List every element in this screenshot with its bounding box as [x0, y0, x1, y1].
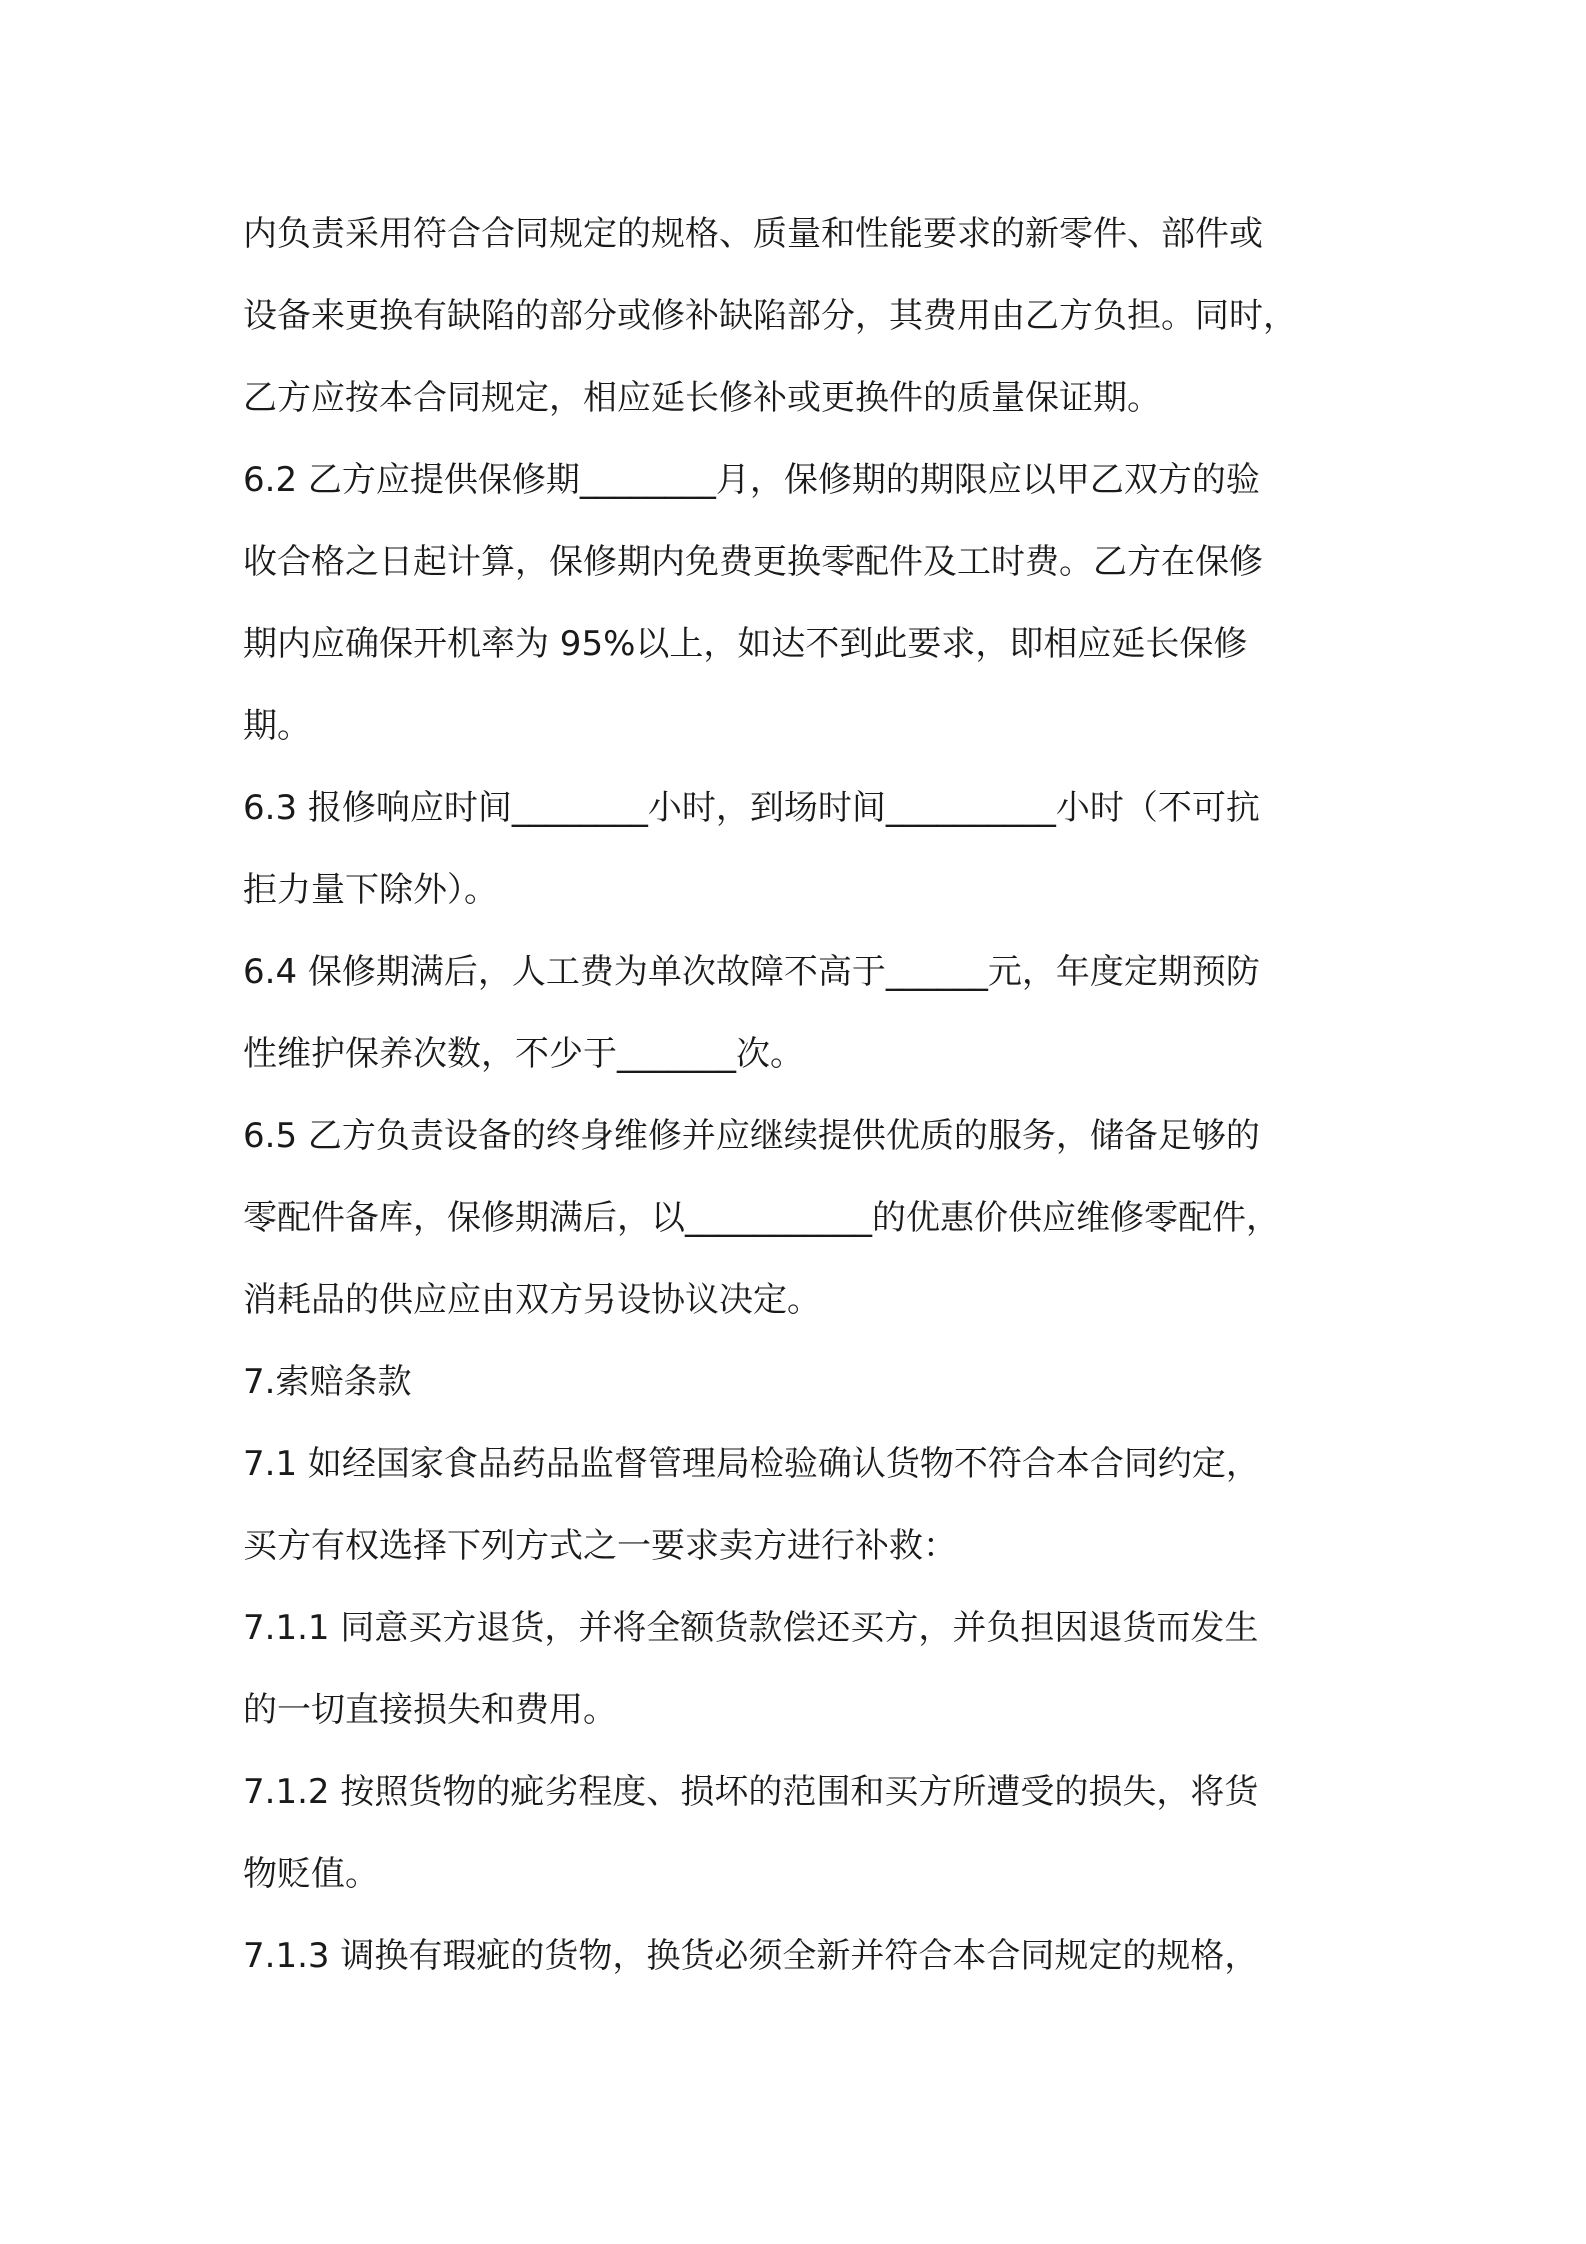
text-line: 期内应确保开机率为 95%以上，如达不到此要求，即相应延长保修 [243, 624, 1248, 664]
text-line: 买方有权选择下列方式之一要求卖方进行补救： [243, 1526, 957, 1566]
text-line: 内负责采用符合合同规定的规格、质量和性能要求的新零件、部件或 [243, 214, 1263, 254]
text-line: 消耗品的供应应由双方另设协议决定。 [243, 1280, 821, 1320]
text-line: 乙方应按本合同规定，相应延长修补或更换件的质量保证期。 [243, 378, 1161, 418]
clause-6-2-line: 6.2 乙方应提供保修期________月，保修期的期限应以甲乙双方的验 [243, 460, 1260, 500]
text-line: 零配件备库，保修期满后，以___________的优惠价供应维修零配件， [243, 1198, 1280, 1238]
section-7-heading: 7.索赔条款 [243, 1362, 412, 1402]
text-line: 期。 [243, 706, 311, 746]
text-line: 收合格之日起计算，保修期内免费更换零配件及工时费。乙方在保修 [243, 542, 1263, 582]
clause-6-5-line: 6.5 乙方负责设备的终身维修并应继续提供优质的服务，储备足够的 [243, 1116, 1260, 1156]
clause-7-1-1-line: 7.1.1 同意买方退货，并将全额货款偿还买方，并负担因退货而发生 [243, 1608, 1259, 1648]
text-line: 的一切直接损失和费用。 [243, 1690, 617, 1730]
text-line: 拒力量下除外）。 [243, 870, 498, 910]
clause-6-4-line: 6.4 保修期满后，人工费为单次故障不高于______元，年度定期预防 [243, 952, 1260, 992]
contract-body [243, 193, 1373, 1997]
clause-7-1-3-line: 7.1.3 调换有瑕疵的货物，换货必须全新并符合本合同规定的规格， [243, 1936, 1259, 1976]
clause-7-1-line: 7.1 如经国家食品药品监督管理局检验确认货物不符合本合同约定， [243, 1444, 1260, 1484]
clause-6-3-line: 6.3 报修响应时间________小时，到场时间__________小时（不可抗 [243, 788, 1260, 828]
text-line: 物贬值。 [243, 1854, 379, 1894]
clause-7-1-2-line: 7.1.2 按照货物的疵劣程度、损坏的范围和买方所遭受的损失，将货 [243, 1772, 1259, 1812]
text-line: 性维护保养次数，不少于_______次。 [243, 1034, 804, 1074]
text-line: 设备来更换有缺陷的部分或修补缺陷部分，其费用由乙方负担。同时， [243, 296, 1297, 336]
